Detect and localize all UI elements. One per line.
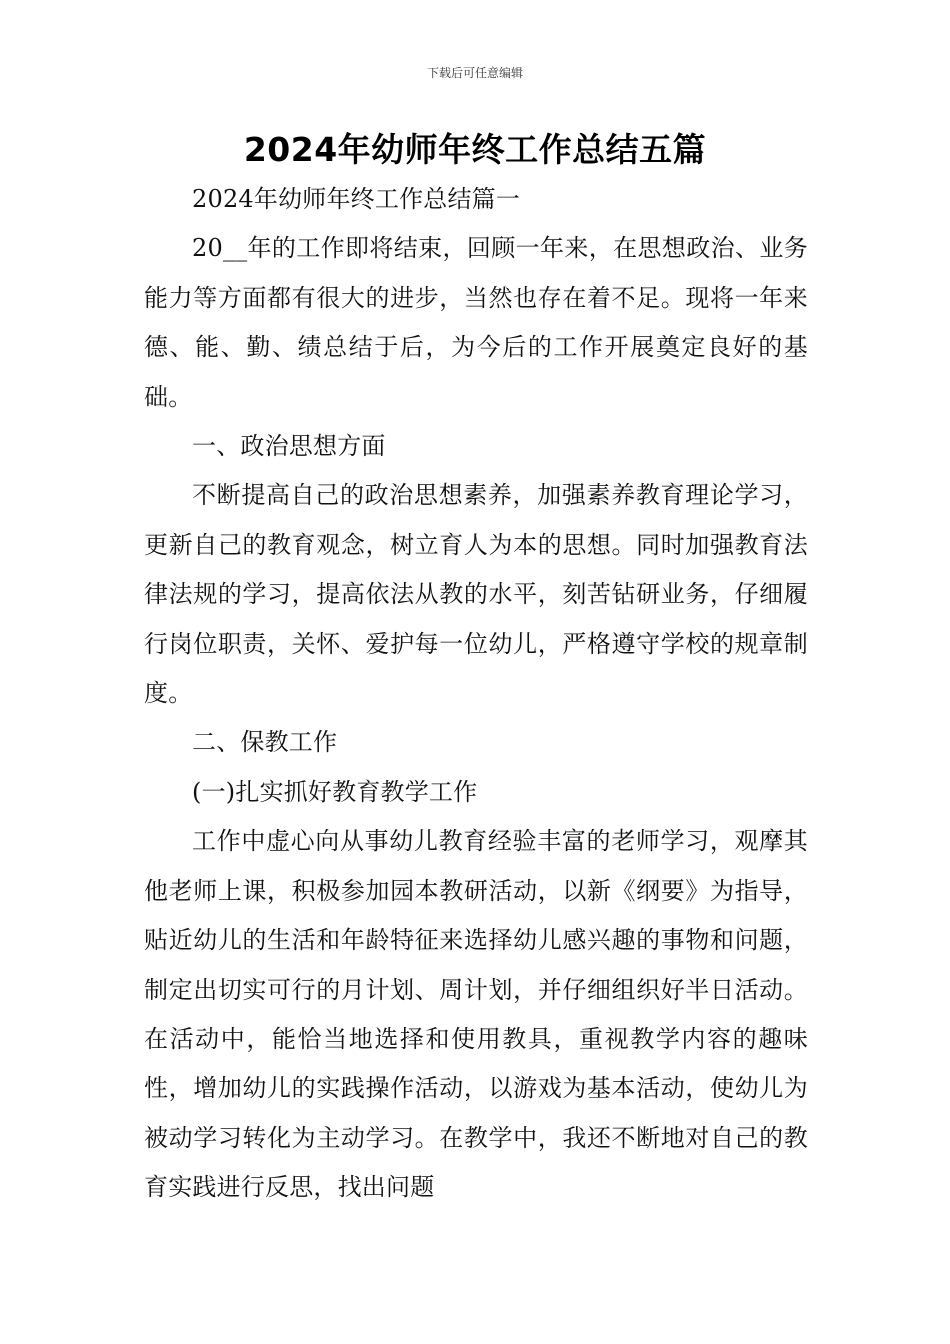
section-heading: 二、保教工作 [192,728,338,757]
section-heading: 2024年幼师年终工作总结篇一 [192,185,521,213]
section-heading: 一、政治思想方面 [192,432,386,461]
document-title: 2024年幼师年终工作总结五篇 [243,130,707,169]
document-body [144,175,808,1213]
subsection-heading: (一)扎实抓好教育教学工作 [192,777,478,806]
paragraph: 工作中虚心向从事幼儿教育经验丰富的老师学习，观摩其他老师上课，积极参加园本教研活动，以新《纲要》为指导，贴近幼儿的生活和年龄特征来选择幼儿感兴趣的事物和问题，制定出切实可行的月计划、周计划，并仔细组织好半日活动。在活动中，能恰当地选择和使用教具，重视教学内容的趣味性，增加幼儿的实践操作活动，以游戏为基本活动，使幼儿为被动学习转化为主动学习。在教学中，我还不断地对自己的教育实践进行反思，找出问题 [144,827,808,1202]
page-header: 下载后可任意编辑 [426,66,523,80]
paragraph: 不断提高自己的政治思想素养，加强素养教育理论学习，更新自己的教育观念，树立育人为本的思想。同时加强教育法律法规的学习，提高依法从教的水平，刻苦钻研业务，仔细履行岗位职责，关怀、爱护每一位幼儿，严格遵守学校的规章制度。 [144,481,808,708]
paragraph: 20__年的工作即将结束，回顾一年来，在思想政治、业务能力等方面都有很大的进步，当然也存在着不足。现将一年来德、能、勤、绩总结于后，为今后的工作开展奠定良好的基础。 [144,234,808,411]
